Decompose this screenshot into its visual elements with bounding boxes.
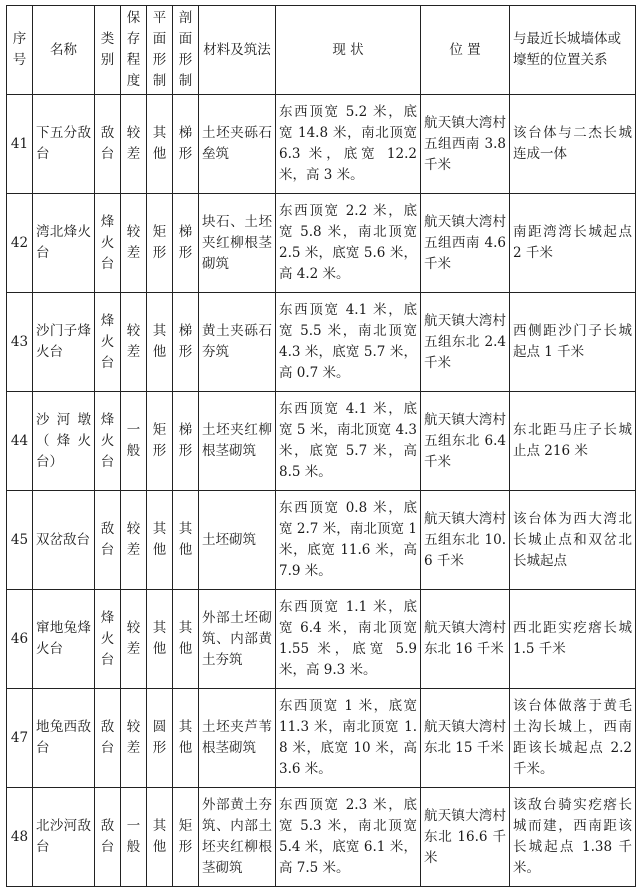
- cell-preservation: 较差: [121, 590, 147, 689]
- cell-preservation: 较差: [121, 689, 147, 788]
- table-row: [7, 95, 636, 194]
- cell-type: 敌台: [95, 95, 121, 194]
- cell-preservation: 较差: [121, 194, 147, 293]
- cell-material: 土坯砌筑: [199, 491, 276, 590]
- table-row: [7, 590, 636, 689]
- cell-preservation: 一般: [121, 788, 147, 887]
- table-row: [7, 293, 636, 392]
- cell-type: 敌台: [95, 788, 121, 887]
- cell-material: 土坯夹红柳根茎砌筑: [199, 392, 276, 491]
- cell-no: 46: [7, 590, 33, 689]
- cell-type: 烽火台: [95, 194, 121, 293]
- cell-relation: 该台体为西大湾北长城止点和双岔北长城起点: [510, 491, 636, 590]
- cell-location: 航天镇大湾村东北 15 千米: [421, 689, 510, 788]
- cell-status: 东西顶宽 2.3 米，底宽 5.3 米，南北顶宽 5.4 米，底宽 6.1 米，高 7.5 米。: [276, 788, 421, 887]
- cell-type: 敌台: [95, 491, 121, 590]
- cell-name: 双岔敌台: [33, 491, 95, 590]
- cell-relation: 西北距实疙瘩长城 1.5 千米: [510, 590, 636, 689]
- cell-type: 烽火台: [95, 293, 121, 392]
- cell-section-shape: 其他: [173, 689, 199, 788]
- header-material: 材料及筑法: [199, 6, 276, 95]
- cell-status: 东西顶宽 4.1 米，底宽 5 米，南北顶宽 4.3 米，底宽 5.7 米，高 8.5 米。: [276, 392, 421, 491]
- header-no: 序号: [7, 6, 33, 95]
- cell-status: 东西顶宽 0.8 米，底宽 2.7 米，南北顶宽 1 米，底宽 11.6 米，高 7.9 米。: [276, 491, 421, 590]
- table-row: [7, 788, 636, 887]
- cell-name: 北沙河敌台: [33, 788, 95, 887]
- cell-status: 东西顶宽 2.2 米，底宽 5.8 米，南北顶宽 2.5 米，底宽 5.6 米，高 4.2 米。: [276, 194, 421, 293]
- cell-plan-shape: 矩形: [147, 194, 173, 293]
- cell-plan-shape: 其他: [147, 491, 173, 590]
- cell-plan-shape: 圆形: [147, 689, 173, 788]
- cell-status: 东西顶宽 1 米，底宽 11.3 米，南北顶宽 1.8 米，底宽 10 米，高 3.6 米。: [276, 689, 421, 788]
- cell-location: 航天镇大湾村东北 16 千米: [421, 590, 510, 689]
- cell-name: 湾北烽火台: [33, 194, 95, 293]
- header-preservation: 保存程度: [121, 6, 147, 95]
- cell-relation: 该敌台骑实疙瘩长城而建，西南距该长城起点 1.38 千米。: [510, 788, 636, 887]
- cell-section-shape: 梯形: [173, 194, 199, 293]
- cell-section-shape: 梯形: [173, 293, 199, 392]
- cell-location: 航天镇大湾村五组东北 10.6 千米: [421, 491, 510, 590]
- cell-type: 敌台: [95, 689, 121, 788]
- header-type: 类别: [95, 6, 121, 95]
- cell-relation: 该台体与二杰长城连成一体: [510, 95, 636, 194]
- cell-name: 地兔西敌台: [33, 689, 95, 788]
- cell-name: 沙门子烽火台: [33, 293, 95, 392]
- cell-relation: 南距湾湾长城起点 2 千米: [510, 194, 636, 293]
- great-wall-towers-table: [6, 5, 636, 887]
- cell-section-shape: 其他: [173, 590, 199, 689]
- cell-location: 航天镇大湾村五组东北 2.4 千米: [421, 293, 510, 392]
- cell-preservation: 较差: [121, 491, 147, 590]
- cell-material: 土坯夹芦苇根茎砌筑: [199, 689, 276, 788]
- cell-plan-shape: 其他: [147, 95, 173, 194]
- table-body: [7, 95, 636, 887]
- cell-section-shape: 矩形: [173, 788, 199, 887]
- cell-preservation: 较差: [121, 95, 147, 194]
- cell-type: 烽火台: [95, 392, 121, 491]
- cell-no: 43: [7, 293, 33, 392]
- cell-relation: 该台体做落于黄毛土沟长城上，西南距该长城起点 2.2 千米。: [510, 689, 636, 788]
- cell-plan-shape: 矩形: [147, 392, 173, 491]
- cell-plan-shape: 其他: [147, 590, 173, 689]
- cell-no: 42: [7, 194, 33, 293]
- cell-material: 黄土夹砾石夯筑: [199, 293, 276, 392]
- header-status: 现 状: [276, 6, 421, 95]
- cell-relation: 东北距马庄子长城止点 216 米: [510, 392, 636, 491]
- cell-location: 航天镇大湾村五组东北 6.4 千米: [421, 392, 510, 491]
- table-row: [7, 689, 636, 788]
- header-section-shape: 剖面形制: [173, 6, 199, 95]
- cell-material: 块石、土坯夹红柳根茎砌筑: [199, 194, 276, 293]
- cell-material: 土坯夹砾石垒筑: [199, 95, 276, 194]
- cell-status: 东西顶宽 4.1 米，底宽 5.5 米，南北顶宽 4.3 米，底宽 5.7 米，高 0.7 米。: [276, 293, 421, 392]
- table-row: [7, 392, 636, 491]
- cell-no: 44: [7, 392, 33, 491]
- cell-plan-shape: 其他: [147, 788, 173, 887]
- cell-name: 下五分敌台: [33, 95, 95, 194]
- cell-name: 窜地兔烽火台: [33, 590, 95, 689]
- cell-location: 航天镇大湾村五组西南 4.6 千米: [421, 194, 510, 293]
- document-page: [6, 5, 635, 887]
- cell-relation: 西侧距沙门子长城起点 1 千米: [510, 293, 636, 392]
- header-name: 名称: [33, 6, 95, 95]
- table-header: [7, 6, 636, 95]
- cell-preservation: 一般: [121, 392, 147, 491]
- header-relation: 与最近长城墙体或壕堑的位置关系: [510, 6, 636, 95]
- cell-no: 48: [7, 788, 33, 887]
- cell-material: 外部土坯砌筑、内部黄土夯筑: [199, 590, 276, 689]
- cell-status: 东西顶宽 1.1 米，底宽 6.4 米，南北顶宽 1.55 米，底宽 5.9 米，高 9.3 米。: [276, 590, 421, 689]
- cell-name: 沙河墩（烽火台）: [33, 392, 95, 491]
- cell-location: 航天镇大湾村五组西南 3.8 千米: [421, 95, 510, 194]
- cell-preservation: 较差: [121, 293, 147, 392]
- cell-plan-shape: 其他: [147, 293, 173, 392]
- table-row: [7, 194, 636, 293]
- header-row: [7, 6, 636, 95]
- cell-section-shape: 梯形: [173, 95, 199, 194]
- cell-type: 烽火台: [95, 590, 121, 689]
- cell-section-shape: 其他: [173, 491, 199, 590]
- cell-location: 航天镇大湾村东北 16.6 千米: [421, 788, 510, 887]
- cell-status: 东西顶宽 5.2 米，底宽 14.8 米，南北顶宽 6.3 米，底宽 12.2 米，高 3 米。: [276, 95, 421, 194]
- cell-section-shape: 梯形: [173, 392, 199, 491]
- cell-no: 41: [7, 95, 33, 194]
- table-row: [7, 491, 636, 590]
- header-plan-shape: 平面形制: [147, 6, 173, 95]
- header-location: 位 置: [421, 6, 510, 95]
- cell-material: 外部黄土夯筑、内部土坯夹红柳根茎砌筑: [199, 788, 276, 887]
- cell-no: 45: [7, 491, 33, 590]
- cell-no: 47: [7, 689, 33, 788]
